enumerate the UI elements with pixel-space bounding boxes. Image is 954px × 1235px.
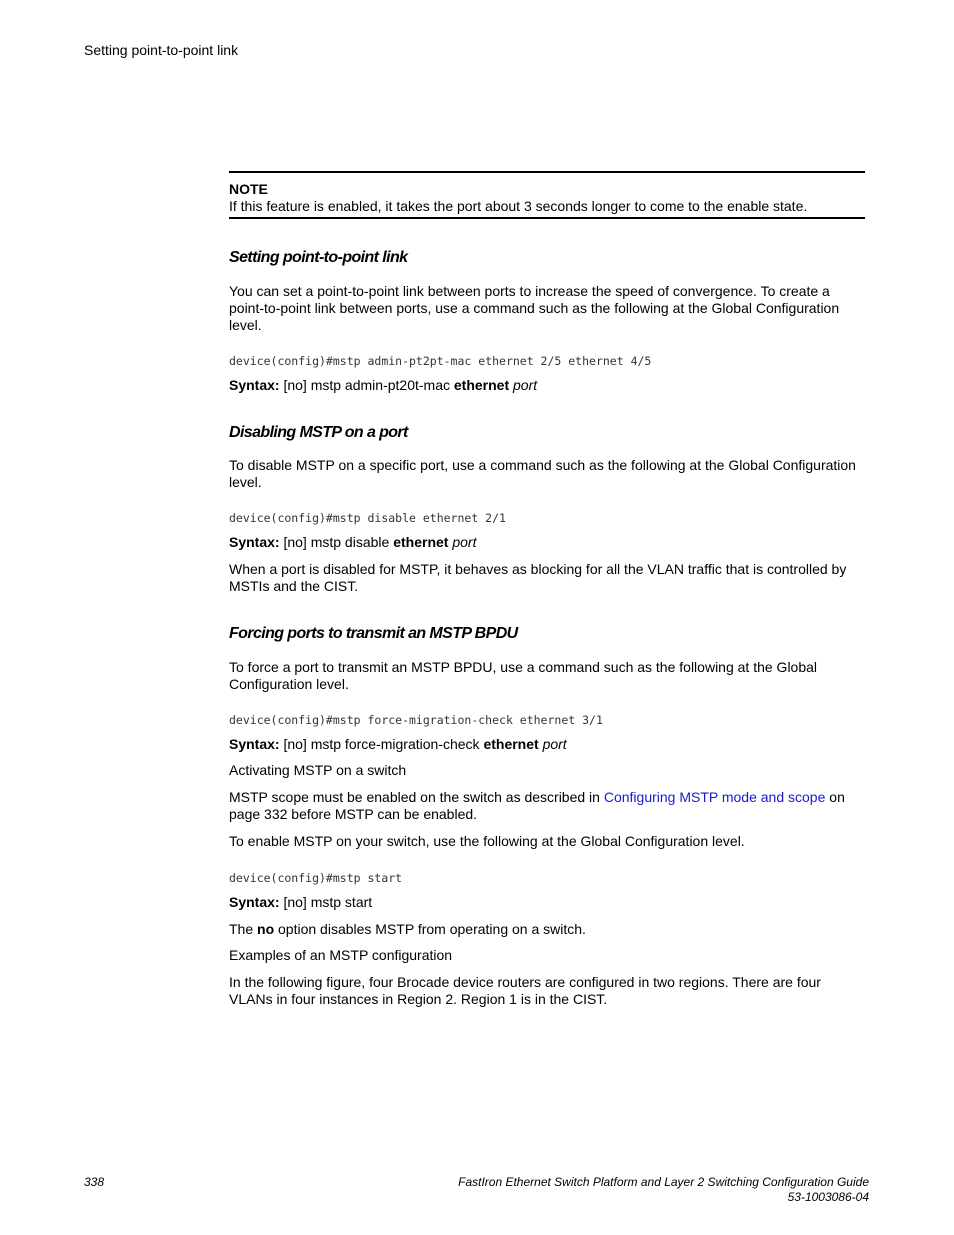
- syntax-param: port: [542, 736, 567, 752]
- force-code: device(config)#mstp force-migration-check ethernet 3/1: [229, 713, 603, 727]
- syntax-command: [no] mstp start: [279, 894, 373, 910]
- note-box: [229, 171, 865, 219]
- pt2pt-code: device(config)#mstp admin-pt2pt-mac ethernet 2/5 ethernet 4/5: [229, 354, 652, 368]
- configuring-mstp-mode-link[interactable]: Configuring MSTP mode and scope: [603, 789, 826, 805]
- syntax-command: [no] mstp force-migration-check: [279, 736, 484, 752]
- section-title-force: Forcing ports to transmit an MSTP BPDU: [229, 625, 518, 642]
- activate-enable-text: To enable MSTP on your switch, use the following at the Global Configuration level.: [229, 833, 745, 849]
- syntax-keyword: ethernet: [483, 736, 539, 752]
- syntax-label: Syntax:: [229, 736, 280, 752]
- syntax-param: port: [452, 534, 477, 550]
- pt2pt-syntax: [229, 377, 865, 394]
- no-option-text: [229, 921, 865, 938]
- no-text-after: option disables MSTP from operating on a switch.: [274, 921, 586, 937]
- disable-intro: To disable MSTP on a specific port, use a command such as the following at the Global Configuration level.: [229, 457, 856, 490]
- running-header: Setting point-to-point link: [84, 42, 239, 58]
- examples-heading: Examples of an MSTP configuration: [229, 947, 453, 963]
- activate-scope: [229, 789, 865, 823]
- syntax-label: Syntax:: [229, 534, 280, 550]
- footer-doc-info: [458, 1175, 869, 1205]
- page-content: [229, 171, 865, 1008]
- syntax-label: Syntax:: [229, 894, 280, 910]
- force-syntax: [229, 736, 865, 753]
- page-number: 338: [84, 1175, 105, 1189]
- disable-after: When a port is disabled for MSTP, it behaves as blocking for all the VLAN traffic that is controlled by MSTIs and the CIST.: [229, 561, 847, 594]
- pt2pt-intro: You can set a point-to-point link between ports to increase the speed of convergence. To create a point-to-point link between ports, use a command such as the following at the Global Configuration level.: [229, 283, 840, 333]
- section-title-pt2pt: Setting point-to-point link: [229, 249, 408, 266]
- syntax-command: [no] mstp admin-pt20t-mac: [279, 377, 454, 393]
- doc-number: 53-1003086-04: [787, 1190, 869, 1204]
- activate-syntax: [229, 894, 865, 911]
- examples-text: In the following figure, four Brocade device routers are configured in two regions. There are four VLANs in four instances in Region 2. Region 1 is in the CIST.: [229, 974, 821, 1007]
- scope-text-after: on page 332 before MSTP can be enabled.: [229, 789, 845, 822]
- section-title-disable: Disabling MSTP on a port: [229, 424, 408, 441]
- activate-code: device(config)#mstp start: [229, 871, 403, 885]
- disable-syntax: [229, 534, 865, 551]
- activate-heading: Activating MSTP on a switch: [229, 762, 407, 778]
- scope-text-before: MSTP scope must be enabled on the switch as described in: [229, 789, 604, 805]
- no-text-before: The: [229, 921, 258, 937]
- disable-code: device(config)#mstp disable ethernet 2/1: [229, 511, 506, 525]
- syntax-keyword: ethernet: [393, 534, 449, 550]
- force-intro: To force a port to transmit an MSTP BPDU, use a command such as the following at the Global Configuration level.: [229, 659, 818, 692]
- no-keyword: no: [257, 921, 275, 937]
- syntax-label: Syntax:: [229, 377, 280, 393]
- note-text: If this feature is enabled, it takes the port about 3 seconds longer to come to the enable state.: [229, 198, 808, 214]
- syntax-keyword: ethernet: [453, 377, 510, 393]
- syntax-param: port: [513, 377, 538, 393]
- syntax-command: [no] mstp disable: [279, 534, 394, 550]
- guide-title: FastIron Ethernet Switch Platform and Layer 2 Switching Configuration Guide: [458, 1175, 869, 1189]
- note-label: NOTE: [229, 181, 268, 197]
